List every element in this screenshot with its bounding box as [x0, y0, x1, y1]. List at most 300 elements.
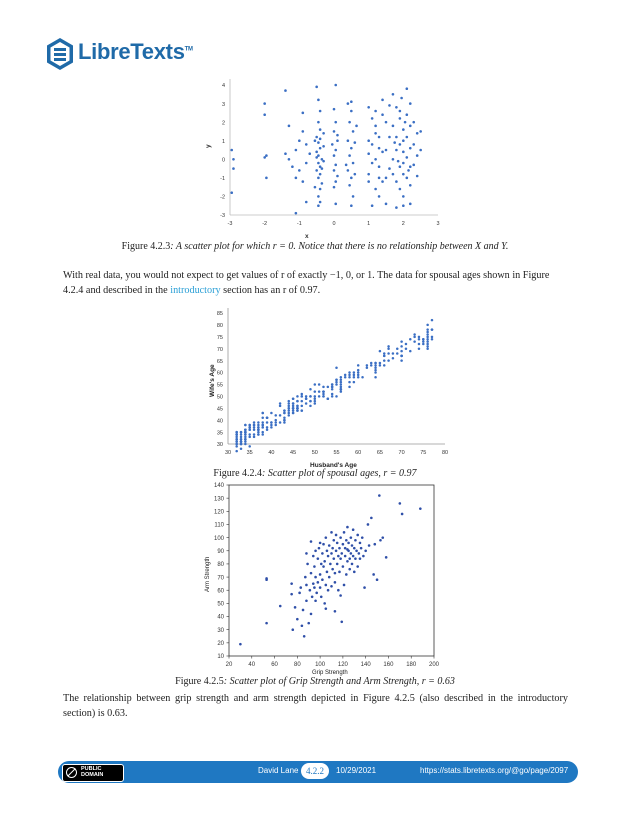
data-point	[335, 383, 338, 386]
data-point	[279, 414, 282, 417]
footer-url[interactable]: https://stats.libretexts.org/@go/page/2097	[420, 766, 569, 775]
data-point	[244, 433, 247, 436]
data-point	[350, 110, 353, 113]
data-point	[330, 585, 333, 588]
data-point	[317, 121, 320, 124]
data-point	[325, 607, 328, 610]
data-point	[283, 417, 286, 420]
data-point	[334, 572, 337, 575]
y-tick-label: 30	[217, 627, 224, 634]
data-point	[240, 448, 243, 451]
data-point	[374, 376, 377, 379]
data-point	[381, 113, 384, 116]
data-point	[257, 426, 260, 429]
data-point	[406, 136, 409, 139]
data-point	[352, 555, 355, 558]
data-point	[317, 177, 320, 180]
data-point	[309, 400, 312, 403]
data-point	[305, 398, 308, 401]
data-point	[340, 381, 343, 384]
data-point	[314, 186, 317, 189]
data-point	[288, 414, 291, 417]
data-point	[348, 381, 351, 384]
data-point	[283, 409, 286, 412]
data-point	[274, 421, 277, 424]
data-point	[240, 440, 243, 443]
data-point	[257, 431, 260, 434]
data-point	[318, 395, 321, 398]
y-tick-label: 10	[217, 654, 224, 661]
data-point	[392, 93, 395, 96]
data-point	[288, 407, 291, 410]
data-point	[288, 125, 291, 128]
data-point	[266, 426, 269, 429]
fig1-ylabel: y	[205, 144, 212, 148]
data-point	[378, 136, 381, 139]
data-point	[336, 175, 339, 178]
data-point	[263, 102, 266, 105]
data-point	[356, 565, 359, 568]
data-point	[295, 177, 298, 180]
data-point	[292, 398, 295, 401]
data-point	[418, 338, 421, 341]
x-tick-label: 30	[224, 450, 232, 456]
data-point	[305, 584, 308, 587]
data-point	[361, 376, 364, 379]
data-point	[327, 398, 330, 401]
data-point	[284, 89, 287, 92]
y-tick-label: 2	[221, 120, 225, 127]
data-point	[263, 156, 266, 159]
data-point	[298, 139, 301, 142]
data-point	[381, 151, 384, 154]
x-tick-label: 50	[311, 450, 318, 456]
public-domain-badge[interactable]: PUBLIC DOMAIN	[62, 764, 124, 782]
data-point	[244, 428, 247, 431]
data-point	[331, 386, 334, 389]
data-point	[359, 542, 362, 545]
data-point	[313, 586, 316, 589]
data-point	[265, 177, 268, 180]
data-point	[419, 507, 422, 510]
data-point	[400, 350, 403, 353]
data-point	[315, 151, 318, 154]
x-tick-label: 70	[398, 450, 405, 456]
data-point	[309, 395, 312, 398]
data-point	[353, 374, 356, 377]
data-point	[292, 409, 295, 412]
x-tick-label: 1	[367, 221, 371, 227]
data-point	[378, 147, 381, 150]
data-point	[431, 328, 434, 331]
data-point	[314, 549, 317, 552]
data-point	[270, 424, 273, 427]
data-point	[288, 405, 291, 408]
data-point	[395, 106, 398, 109]
y-tick-label: 60	[217, 588, 224, 595]
data-point	[270, 426, 273, 429]
data-point	[301, 395, 304, 398]
data-point	[310, 572, 313, 575]
data-point	[402, 128, 405, 131]
data-point	[374, 362, 377, 365]
data-point	[357, 369, 360, 372]
data-point	[402, 139, 405, 142]
data-point	[368, 544, 371, 547]
x-tick-label: 180	[406, 662, 417, 668]
data-point	[313, 565, 316, 568]
data-point	[392, 352, 395, 355]
data-point	[376, 578, 379, 581]
data-point	[257, 424, 260, 427]
data-point	[393, 141, 396, 144]
data-point	[348, 154, 351, 157]
data-point	[298, 592, 301, 595]
x-tick-label: -1	[296, 221, 302, 227]
data-point	[399, 110, 402, 113]
data-point	[317, 99, 320, 102]
data-point	[355, 125, 358, 128]
data-point	[315, 156, 318, 159]
y-tick-label: 50	[217, 601, 224, 608]
data-point	[357, 371, 360, 374]
data-point	[253, 424, 256, 427]
data-point	[371, 204, 374, 207]
data-point	[319, 586, 322, 589]
data-point	[409, 350, 412, 353]
data-point	[336, 563, 339, 566]
data-point	[400, 345, 403, 348]
data-point	[248, 436, 251, 439]
data-point	[347, 139, 350, 142]
data-point	[334, 149, 337, 152]
data-point	[339, 557, 342, 560]
data-point	[323, 560, 326, 563]
data-point	[339, 594, 342, 597]
data-point	[248, 426, 251, 429]
data-point	[387, 359, 390, 362]
data-point	[348, 568, 351, 571]
data-point	[321, 167, 324, 170]
data-point	[321, 182, 324, 185]
data-point	[342, 543, 345, 546]
data-point	[392, 357, 395, 360]
data-point	[353, 376, 356, 379]
data-point	[274, 424, 277, 427]
data-point	[333, 169, 336, 172]
data-point	[309, 405, 312, 408]
y-tick-label: 30	[216, 442, 223, 449]
data-point	[385, 149, 388, 152]
data-point	[235, 433, 238, 436]
data-point	[279, 421, 282, 424]
data-point	[309, 589, 312, 592]
data-point	[333, 130, 336, 133]
data-point	[235, 431, 238, 434]
data-point	[319, 201, 322, 204]
data-point	[311, 596, 314, 599]
data-point	[305, 143, 308, 146]
data-point	[406, 156, 409, 159]
data-point	[331, 547, 334, 550]
data-point	[348, 184, 351, 187]
data-point	[302, 112, 305, 115]
data-point	[336, 542, 339, 545]
data-point	[383, 355, 386, 358]
data-point	[302, 130, 305, 133]
data-point	[335, 381, 338, 384]
data-point	[292, 402, 295, 405]
data-point	[335, 549, 338, 552]
data-point	[354, 539, 357, 542]
data-point	[400, 97, 403, 100]
data-point	[367, 523, 370, 526]
data-point	[270, 412, 273, 415]
data-point	[327, 589, 330, 592]
data-point	[319, 138, 322, 141]
data-point	[283, 412, 286, 415]
data-point	[235, 436, 238, 439]
data-point	[407, 169, 410, 172]
figure-4-2-4-chart	[205, 302, 455, 470]
data-point	[395, 206, 398, 209]
data-point	[253, 428, 256, 431]
data-point	[266, 428, 269, 431]
data-point	[292, 405, 295, 408]
figure-4-2-3-caption: Figure 4.2.3: A scatter plot for which r = 0. Notice that there is no relationship between X and Y.	[121, 241, 509, 252]
data-point	[331, 393, 334, 396]
data-point	[240, 433, 243, 436]
data-point	[295, 149, 298, 152]
y-tick-label: 70	[216, 346, 223, 353]
data-point	[330, 531, 333, 534]
data-point	[296, 409, 299, 412]
data-point	[402, 173, 405, 176]
data-point	[402, 204, 405, 207]
data-point	[290, 593, 293, 596]
data-point	[426, 333, 429, 336]
data-point	[346, 548, 349, 551]
x-tick-label: 35	[246, 450, 253, 456]
data-point	[350, 552, 353, 555]
data-point	[381, 180, 384, 183]
data-point	[274, 419, 277, 422]
data-point	[353, 371, 356, 374]
data-point	[301, 624, 304, 627]
data-point	[431, 338, 434, 341]
data-point	[400, 359, 403, 362]
data-point	[335, 395, 338, 398]
data-point	[378, 165, 381, 168]
data-point	[291, 165, 294, 168]
data-point	[367, 139, 370, 142]
data-point	[230, 191, 233, 194]
x-tick-label: 200	[428, 662, 440, 668]
y-tick-label: 90	[217, 548, 224, 555]
data-point	[374, 367, 377, 370]
data-point	[409, 147, 412, 150]
data-point	[387, 345, 390, 348]
data-point	[279, 402, 282, 405]
data-point	[288, 402, 291, 405]
data-point	[367, 180, 370, 183]
data-point	[366, 367, 369, 370]
data-point	[327, 555, 330, 558]
data-point	[314, 599, 317, 602]
data-point	[312, 582, 315, 585]
data-point	[322, 395, 325, 398]
data-point	[419, 130, 422, 133]
data-point	[318, 383, 321, 386]
data-point	[328, 576, 331, 579]
data-point	[344, 374, 347, 377]
data-point	[385, 177, 388, 180]
data-point	[235, 440, 238, 443]
data-point	[257, 428, 260, 431]
data-point	[351, 544, 354, 547]
data-point	[367, 106, 370, 109]
data-point	[257, 433, 260, 436]
introductory-link[interactable]: introductory	[170, 285, 221, 296]
data-point	[370, 517, 373, 520]
data-point	[402, 151, 405, 154]
data-point	[240, 443, 243, 446]
data-point	[387, 352, 390, 355]
data-point	[331, 395, 334, 398]
data-point	[334, 121, 337, 124]
y-tick-label: 0	[221, 157, 225, 164]
data-point	[335, 367, 338, 370]
footer-author: David Lane	[258, 766, 299, 775]
paragraph-grip-arm: The relationship between grip strength and arm strength depicted in Figure 4.2.5 (also described in the introductory section) is 0.63.	[63, 693, 568, 719]
data-point	[253, 436, 256, 439]
data-point	[312, 555, 315, 558]
data-point	[330, 552, 333, 555]
data-point	[418, 347, 421, 350]
data-point	[406, 113, 409, 116]
data-point	[302, 180, 305, 183]
fig2-ylabel: Wife's Age	[209, 364, 216, 397]
data-point	[350, 177, 353, 180]
data-point	[334, 164, 337, 167]
data-point	[253, 433, 256, 436]
data-point	[270, 421, 273, 424]
data-point	[409, 102, 412, 105]
data-point	[240, 438, 243, 441]
data-point	[359, 557, 362, 560]
data-point	[314, 400, 317, 403]
data-point	[333, 108, 336, 111]
y-tick-label: 80	[216, 323, 223, 330]
data-point	[347, 542, 350, 545]
data-point	[353, 571, 356, 574]
data-point	[396, 347, 399, 350]
data-point	[344, 376, 347, 379]
data-point	[405, 343, 408, 346]
data-point	[392, 173, 395, 176]
data-point	[343, 531, 346, 534]
data-point	[426, 328, 429, 331]
x-tick-label: 75	[420, 450, 427, 456]
data-point	[409, 338, 412, 341]
y-tick-label: 85	[216, 311, 223, 318]
data-point	[370, 362, 373, 365]
data-point	[332, 557, 335, 560]
y-tick-label: 75	[216, 335, 223, 342]
data-point	[301, 393, 304, 396]
data-point	[343, 584, 346, 587]
libretexts-logo[interactable]	[45, 37, 193, 71]
x-tick-label: 0	[332, 221, 336, 227]
data-point	[305, 395, 308, 398]
data-point	[416, 132, 419, 135]
fig2-xlabel: Husband's Age	[310, 462, 357, 469]
data-point	[412, 164, 415, 167]
data-point	[361, 536, 364, 539]
data-point	[374, 371, 377, 374]
data-point	[261, 421, 264, 424]
data-point	[418, 336, 421, 339]
data-point	[235, 443, 238, 446]
data-point	[413, 340, 416, 343]
x-tick-label: 80	[441, 450, 449, 456]
data-point	[399, 188, 402, 191]
data-point	[288, 400, 291, 403]
data-point	[335, 534, 338, 537]
data-point	[367, 173, 370, 176]
data-point	[322, 386, 325, 389]
data-point	[329, 563, 332, 566]
x-tick-label: 100	[315, 662, 326, 668]
x-tick-label: 45	[290, 450, 297, 456]
data-point	[235, 438, 238, 441]
x-tick-label: 65	[376, 450, 383, 456]
data-point	[379, 539, 382, 542]
data-point	[298, 169, 301, 172]
y-tick-label: 60	[216, 370, 223, 377]
data-point	[327, 386, 330, 389]
data-point	[340, 386, 343, 389]
data-point	[412, 121, 415, 124]
data-point	[261, 433, 264, 436]
fig3-xlabel: Grip Strength	[312, 670, 348, 676]
data-point	[350, 100, 353, 103]
data-point	[422, 338, 425, 341]
data-point	[319, 188, 322, 191]
y-tick-label: -1	[220, 176, 225, 183]
data-point	[372, 573, 375, 576]
data-point	[379, 364, 382, 367]
data-point	[319, 110, 322, 113]
data-point	[284, 152, 287, 155]
y-tick-label: 4	[221, 83, 225, 90]
data-point	[283, 419, 286, 422]
data-point	[248, 433, 251, 436]
data-point	[301, 400, 304, 403]
data-point	[291, 628, 294, 631]
data-point	[331, 388, 334, 391]
data-point	[244, 440, 247, 443]
data-point	[426, 331, 429, 334]
x-tick-label: 160	[383, 662, 394, 668]
data-point	[322, 393, 325, 396]
data-point	[399, 165, 402, 168]
data-point	[352, 162, 355, 165]
data-point	[314, 398, 317, 401]
data-point	[314, 402, 317, 405]
data-point	[340, 378, 343, 381]
data-point	[404, 121, 407, 124]
